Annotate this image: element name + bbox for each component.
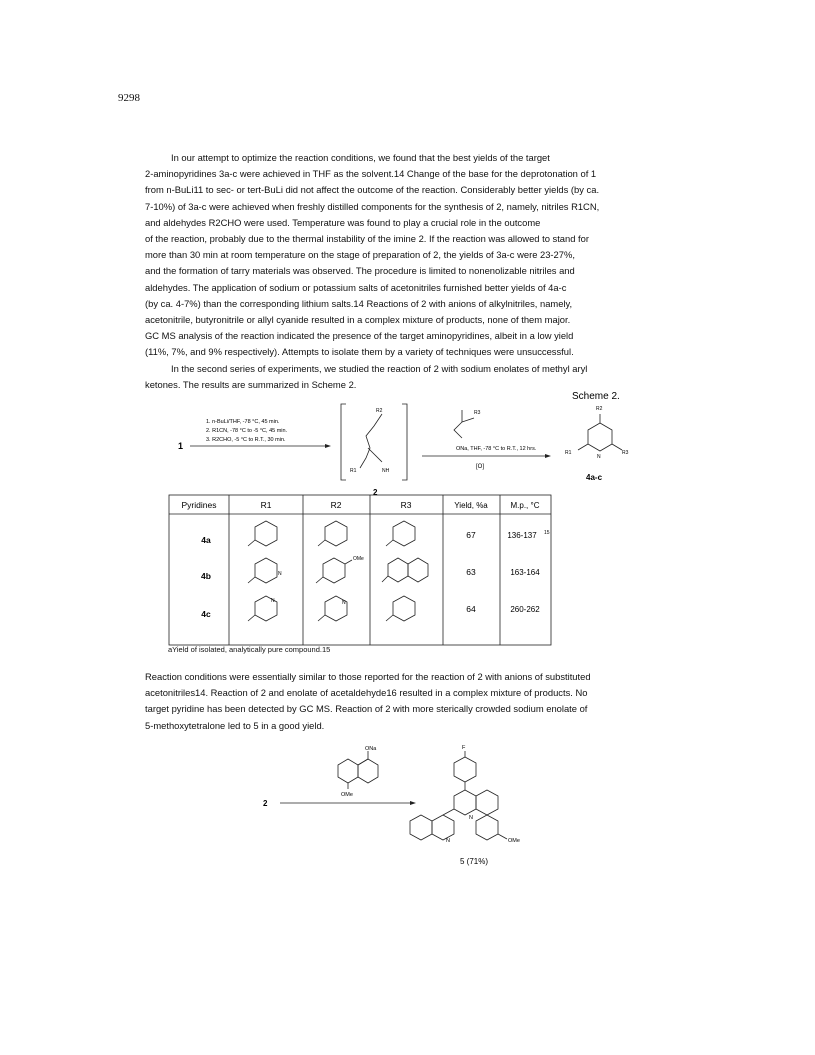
- product-r3-label: R3: [622, 450, 629, 456]
- intermediate-2-label: 2: [373, 488, 378, 497]
- text-line: In our attempt to optimize the reaction conditions, we found that the best yields of the target: [171, 152, 550, 163]
- page-number: 9298: [118, 92, 140, 104]
- enolate-r3-label: R3: [474, 410, 481, 416]
- substituent-structures: [248, 521, 428, 621]
- mp-value: 136-137: [507, 531, 537, 540]
- product-n-label: N: [597, 454, 601, 460]
- yield-value: 64: [466, 604, 476, 614]
- text-line: more than 30 min at room temperature on the stage of preparation of 2, the yields of 3a-c were 23-27%,: [145, 249, 575, 261]
- pyridyl-ring: [255, 558, 277, 583]
- text-line: target pyridine has been detected by GC MS. Reaction of 2 with more sterically crowded sodium enolate of: [145, 703, 588, 715]
- condition-step-1: 1. n-BuLi/THF, -78 °C, 45 min.: [206, 419, 280, 425]
- ring-n-label: N: [271, 598, 275, 604]
- arrow-head: [325, 444, 331, 448]
- row-id: 4c: [201, 609, 211, 619]
- table-header: R1: [260, 500, 272, 510]
- arrow-head: [410, 801, 416, 805]
- table-border: [169, 495, 551, 645]
- ring-n-label: N: [278, 571, 282, 577]
- table-header: R2: [330, 500, 342, 510]
- tetralone-enolate-structure: [338, 751, 378, 789]
- paragraph-optimization: [145, 150, 599, 361]
- text-line: 2-aminopyridines 3a-c were achieved in THF as the solvent.14 Change of the base for the deprotonation of 1: [145, 168, 597, 180]
- condition-step-3: 3. R2CHO, -5 °C to R.T., 30 min.: [206, 437, 286, 443]
- text-line: aldehydes. The application of sodium or potassium salts of acetonitriles furnished better yields of 4a-c: [145, 281, 567, 293]
- text-line: (11%, 7%, and 9% respectively). Attempts to isolate them by a variety of techniques were unsuccessful.: [145, 346, 574, 358]
- text-line: GC MS analysis of the reaction indicated the presence of the target aminopyridines, albeit in a low yield: [145, 330, 574, 342]
- r2-label: R2: [376, 408, 383, 414]
- imine-2-structure: [360, 414, 382, 468]
- text-line: Reaction conditions were essentially similar to those reported for the reaction of 2 with anions of substituted: [145, 671, 591, 682]
- text-line: (by ca. 4-7%) than the corresponding lithium salts.14 Reactions of 2 with anions of alkylnitriles, namely,: [145, 297, 573, 309]
- pyridine-product-structure: [578, 414, 622, 451]
- naphthyl-ring: [408, 558, 428, 582]
- ring-n-label: N: [469, 815, 473, 821]
- scheme-title: Scheme 2.: [572, 391, 620, 402]
- bracket-left: [341, 404, 346, 480]
- mp-value: 163-164: [510, 568, 540, 577]
- mp-value: 260-262: [510, 605, 540, 614]
- phenyl-ring: [393, 521, 415, 546]
- table-header: R3: [400, 500, 412, 510]
- reactant-2-label: 2: [263, 799, 268, 808]
- paragraph-reaction-conditions: [145, 669, 591, 734]
- text-line: acetonitrile, butyronitrile or allyl cyanide resulted in a complex mixture of products, none of them major.: [145, 314, 571, 326]
- table-header: M.p., °C: [510, 501, 540, 510]
- table-header: Pyridines: [181, 500, 217, 510]
- text-line: In the second series of experiments, we studied the reaction of 2 with sodium enolates of methyl aryl: [171, 363, 588, 374]
- product-5-structure: [410, 751, 507, 840]
- text-line: and the formation of tarry materials was observed. The procedure is limited to nonenolizable nitriles and: [145, 265, 575, 277]
- ome-label: OMe: [353, 556, 364, 562]
- methoxyphenyl-ring: [323, 558, 345, 583]
- text-line: from n-BuLi11 to sec- or tert-BuLi did not affect the outcome of the reaction. Considerably better yields (by ca.: [145, 184, 600, 196]
- row-id: 4b: [201, 571, 211, 581]
- table-header: Yield, %a: [454, 501, 488, 510]
- nh-label: NH: [382, 468, 390, 474]
- text-line: 7-10%) of 3a-c were achieved when freshly distilled components for the synthesis of 2, namely, nitriles R1CN,: [145, 200, 600, 212]
- phenyl-ring: [325, 521, 347, 546]
- ome-label: OMe: [341, 792, 353, 798]
- phenyl-ring: [255, 521, 277, 546]
- product-4ac-label: 4a-c: [586, 473, 603, 482]
- condition-step-2: 2. R1CN, -78 °C to -5 °C, 45 min.: [206, 428, 288, 434]
- phenyl-ring: [393, 596, 415, 621]
- mp-reference: 15: [544, 530, 550, 536]
- pyridines-table: [168, 494, 552, 646]
- condition-enolate: ONa, THF, -78 °C to R.T., 12 hrs.: [456, 446, 537, 452]
- enolate-structure: [454, 410, 474, 438]
- product-r2-label: R2: [596, 406, 603, 412]
- ome-label: OMe: [508, 838, 520, 844]
- scheme-2-diagram: [160, 388, 680, 500]
- text-line: ketones. The results are summarized in Scheme 2.: [145, 379, 357, 391]
- ona-label: ONa: [365, 746, 377, 752]
- compound-1-label: 1: [178, 441, 184, 451]
- text-line: and aldehydes R2CHO were used. Temperature was found to play a crucial role in the outcome: [145, 216, 541, 228]
- naphthyl-ring: [388, 558, 408, 582]
- product-r1-label: R1: [565, 450, 572, 456]
- yield-value: 67: [466, 530, 476, 540]
- fluoro-label: F: [462, 745, 466, 751]
- condition-oxidation: [O]: [476, 464, 485, 470]
- text-line: 5-methoxytetralone led to 5 in a good yield.: [145, 719, 325, 731]
- product-5-label: 5 (71%): [460, 857, 489, 866]
- ring-n-label: N: [446, 838, 450, 844]
- ring-n-label: N: [342, 600, 346, 606]
- text-line: acetonitriles14. Reaction of 2 and enolate of acetaldehyde16 resulted in a complex mixture of products. No: [145, 687, 588, 699]
- arrow-head: [545, 454, 551, 458]
- text-line: of the reaction, probably due to the thermal instability of the imine 2. If the reaction was allowed to stand for: [145, 233, 589, 245]
- table-footnote: aYield of isolated, analytically pure compound.15: [168, 645, 331, 654]
- r1-label: R1: [350, 468, 357, 474]
- row-id: 4a: [201, 535, 211, 545]
- yield-value: 63: [466, 567, 476, 577]
- scheme-3-diagram: [255, 743, 575, 873]
- bracket-right: [402, 404, 407, 480]
